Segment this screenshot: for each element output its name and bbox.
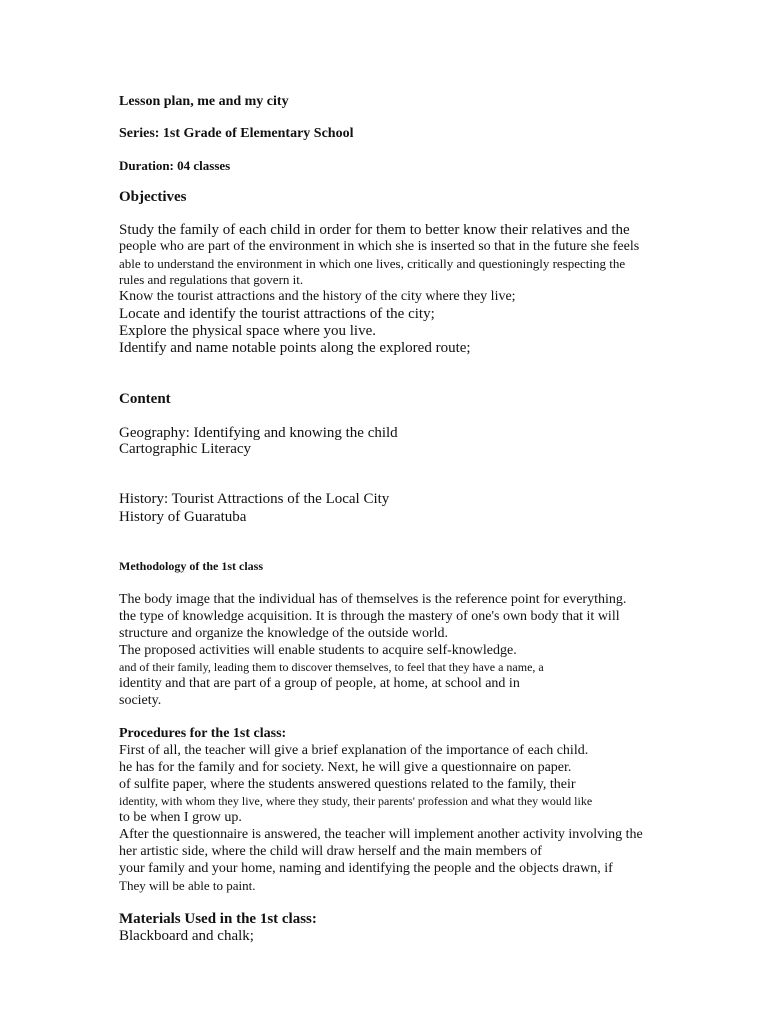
- materials-line: Blackboard and chalk;: [119, 928, 254, 944]
- objectives-line: Identify and name notable points along the explored route;: [119, 340, 471, 356]
- procedures-line: of sulfite paper, where the students answered questions related to the family, their: [119, 777, 576, 792]
- procedures-line: After the questionnaire is answered, the teacher will implement another activity involving the: [119, 827, 643, 842]
- objectives-line: rules and regulations that govern it.: [119, 272, 304, 287]
- objectives-line: people who are part of the environment in which she is inserted so that in the future she feels: [119, 239, 640, 254]
- content-line: History of Guaratuba: [119, 509, 247, 525]
- procedures-line: he has for the family and for society. Next, he will give a questionnaire on paper.: [119, 760, 572, 775]
- objectives-line: Locate and identify the tourist attractions of the city;: [119, 306, 435, 322]
- objectives-line: Know the tourist attractions and the history of the city where they live;: [119, 289, 516, 304]
- methodology-line: The body image that the individual has of themselves is the reference point for everything.: [119, 592, 627, 607]
- methodology-line: identity and that are part of a group of people, at home, at school and in: [119, 676, 520, 691]
- objectives-line: able to understand the environment in which one lives, critically and questioningly respecting the: [119, 256, 626, 271]
- procedures-heading: Procedures for the 1st class:: [119, 726, 287, 741]
- procedures-line: her artistic side, where the child will draw herself and the main members of: [119, 844, 542, 859]
- objectives-heading: Objectives: [119, 189, 187, 205]
- content-line: Cartographic Literacy: [119, 441, 252, 457]
- document-title: Lesson plan, me and my city: [119, 94, 289, 109]
- materials-heading: Materials Used in the 1st class:: [119, 911, 317, 927]
- methodology-line: society.: [119, 693, 162, 708]
- methodology-line: and of their family, leading them to discover themselves, to feel that they have a name, a: [119, 660, 544, 674]
- procedures-line: First of all, the teacher will give a brief explanation of the importance of each child.: [119, 743, 589, 758]
- content-line: History: Tourist Attractions of the Local City: [119, 491, 390, 507]
- duration-line: Duration: 04 classes: [119, 158, 231, 173]
- procedures-line: identity, with whom they live, where they study, their parents' profession and what they would like: [119, 794, 593, 808]
- objectives-line: Study the family of each child in order for them to better know their relatives and the: [119, 222, 630, 238]
- methodology-line: The proposed activities will enable students to acquire self-knowledge.: [119, 643, 517, 658]
- methodology-heading: Methodology of the 1st class: [119, 559, 263, 573]
- content-heading: Content: [119, 391, 171, 407]
- procedures-line: to be when I grow up.: [119, 810, 242, 825]
- objectives-line: Explore the physical space where you live.: [119, 323, 376, 339]
- methodology-line: structure and organize the knowledge of the outside world.: [119, 626, 449, 641]
- procedures-line: your family and your home, naming and identifying the people and the objects drawn, if: [119, 861, 613, 876]
- methodology-line: the type of knowledge acquisition. It is through the mastery of one's own body that it will: [119, 609, 620, 624]
- procedures-line: They will be able to paint.: [119, 878, 256, 893]
- content-line: Geography: Identifying and knowing the child: [119, 425, 398, 441]
- series-line: Series: 1st Grade of Elementary School: [119, 126, 354, 141]
